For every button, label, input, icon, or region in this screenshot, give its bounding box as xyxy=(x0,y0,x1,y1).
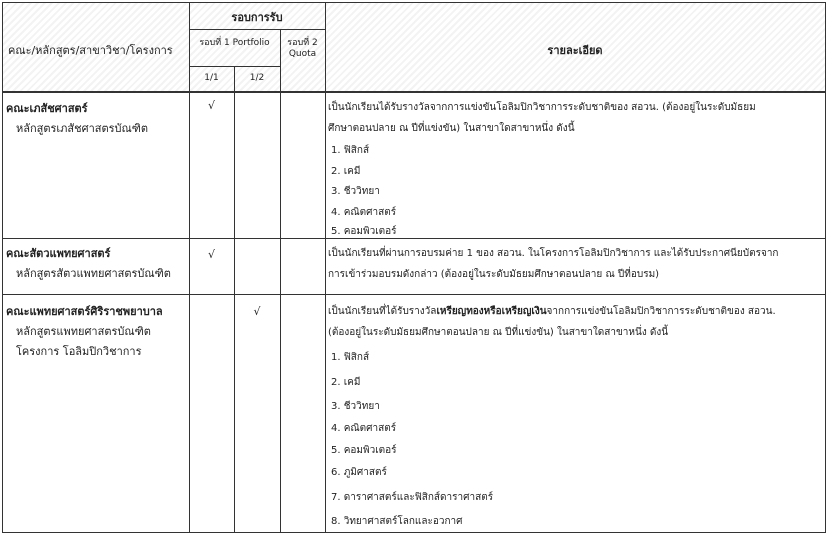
header-round2-line1: รอบที่ 2 xyxy=(287,38,318,48)
row-rule-1 xyxy=(2,92,826,93)
header-sub-1-1: 1/1 xyxy=(204,73,219,83)
header-sub-1-2: 1/2 xyxy=(249,73,265,83)
row3-item-4: 4. คณิตศาสตร์ xyxy=(331,423,397,434)
row3-check-1-2: √ xyxy=(253,305,261,318)
row2-program: หลักสูตรสัตวแพทยศาสตรบัณฑิต xyxy=(16,267,171,280)
row3-project: โครงการ โอลิมปิกวิชาการ xyxy=(16,345,142,358)
header-details: รายละเอียด xyxy=(547,44,603,57)
row2-detail-line1: เป็นนักเรียนที่ผ่านการอบรมค่าย 1 ของ สอวน. ในโครงการโอลิมปิกวิชาการ และได้รับประกาศนียบัตรจาก xyxy=(328,248,779,259)
header-round1: รอบที่ 1 Portfolio xyxy=(199,38,270,48)
row1-check-1-1: √ xyxy=(207,99,215,112)
row1-detail-line1: เป็นนักเรียนได้รับรางวัลจากการแข่งขันโอลิมปิกวิชาการระดับชาติของ สอวน. (ต้องอยู่ในระดับมัธยม xyxy=(328,102,756,113)
row1-detail-line2: ศึกษาตอนปลาย ณ ปีที่แข่งขัน) ในสาขาใดสาขาหนึ่ง ดังนี้ xyxy=(328,123,575,134)
table-border-left xyxy=(2,2,3,533)
row3-detail-line1-a: เป็นนักเรียนที่ได้รับรางวัล xyxy=(328,306,437,317)
row3-detail-line2: (ต้องอยู่ในระดับมัธยมศึกษาตอนปลาย ณ ปีที่แข่งขัน) ในสาขาใดสาขาหนึ่ง ดังนี้ xyxy=(328,327,669,338)
row3-detail-line1-bold: เหรียญทองหรือเหรียญเงิน xyxy=(436,306,547,317)
row1-item-4: 4. คณิตศาสตร์ xyxy=(331,207,397,218)
row2-detail-line2: การเข้าร่วมอบรมดังกล่าว (ต้องอยู่ในระดับมัธยมศึกษาตอนปลาย ณ ปีที่อบรม) xyxy=(328,269,660,280)
row1-item-1: 1. ฟิสิกส์ xyxy=(331,145,370,156)
row3-item-3: 3. ชีววิทยา xyxy=(331,401,380,412)
col-rule-3 xyxy=(280,29,281,533)
table-border-top xyxy=(2,2,826,3)
row3-detail-line1-c: จากการแข่งขันโอลิมปิกวิชาการระดับชาติของ สอวน. xyxy=(546,306,776,317)
row3-program: หลักสูตรแพทยศาสตรบัณฑิต xyxy=(16,325,151,338)
row1-item-5: 5. คอมพิวเตอร์ xyxy=(331,226,397,237)
row3-detail-line1 xyxy=(328,304,776,319)
row3-item-2: 2. เคมี xyxy=(331,377,361,388)
row3-item-8: 8. วิทยาศาสตร์โลกและอวกาศ xyxy=(331,516,463,527)
table-border-right xyxy=(825,2,826,533)
row2-faculty: คณะสัตวแพทยศาสตร์ xyxy=(6,247,111,260)
row2-check-1-1: √ xyxy=(207,248,215,261)
row3-faculty: คณะแพทยศาสตร์ศิริราชพยาบาล xyxy=(6,305,163,318)
row3-item-6: 6. ภูมิศาสตร์ xyxy=(331,467,387,478)
header-rounds: รอบการรับ xyxy=(231,11,283,24)
header-rule-rounds xyxy=(189,29,325,30)
col-rule-2 xyxy=(234,67,235,533)
row3-item-5: 5. คอมพิวเตอร์ xyxy=(331,445,397,456)
col-rule-4 xyxy=(325,2,326,533)
row1-item-2: 2. เคมี xyxy=(331,166,361,177)
header-program: คณะ/หลักสูตร/สาขาวิชา/โครงการ xyxy=(8,44,173,57)
row1-item-3: 3. ชีววิทยา xyxy=(331,186,380,197)
row-rule-2 xyxy=(2,238,826,239)
header-round2-line2: Quota xyxy=(288,49,317,59)
row1-program: หลักสูตรเภสัชศาสตรบัณฑิต xyxy=(16,122,148,135)
row3-item-1: 1. ฟิสิกส์ xyxy=(331,352,370,363)
row1-faculty: คณะเภสัชศาสตร์ xyxy=(6,102,88,115)
row3-item-7: 7. ดาราศาสตร์และฟิสิกส์ดาราศาสตร์ xyxy=(331,492,494,503)
row-rule-3 xyxy=(2,294,826,295)
